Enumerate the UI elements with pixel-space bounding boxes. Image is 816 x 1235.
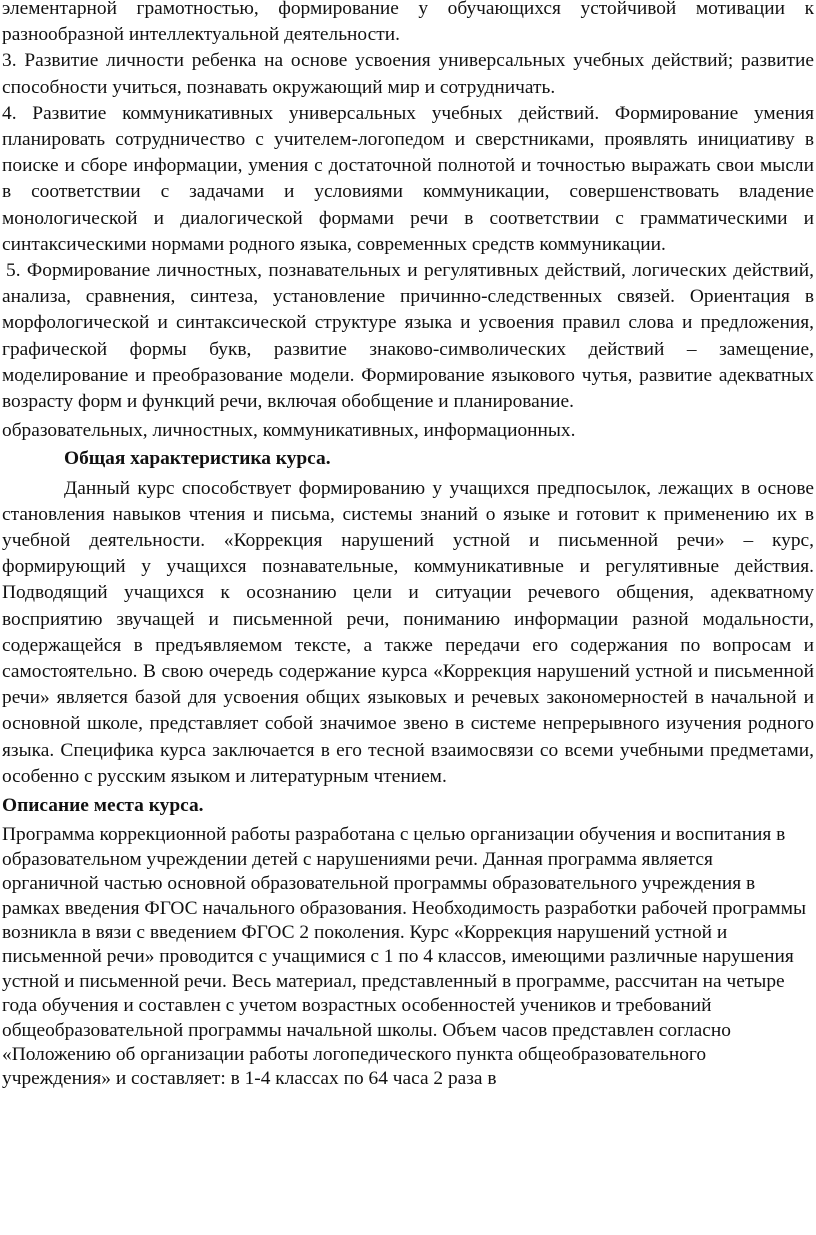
paragraph-competencies: образовательных, личностных, коммуникативных, информационных. (2, 420, 576, 442)
paragraph-course-place: Программа коррекционной работы разработана с целью организации обучения и воспитания в образовательном учреждении детей с нарушениями речи. Данная программа является органичной частью основной образовательной программы образовательного учреждения в рамках введения ФГОС начального образования. Необходимость разработки рабочей программы возникла в вязи с введением ФГОС 2 поколения. Курс «Коррекция нарушений устной и письменной речи» проводится с учащимися с 1 по 4 классов, имеющими различные нарушения устной и письменной речи. Весь материал, представленный в программе, рассчитан на четыре года обучения и составлен с учетом возрастных особенностей учеников и требований общеобразовательной программы начальной школы. Объем часов представлен согласно «Положению об организации работы логопедического пункта общеобразовательного учреждения» и составляет: в 1-4 классах по 64 часа 2 раза в (2, 824, 806, 1090)
paragraph-item-5: 5. Формирование личностных, познавательных и регулятивных действий, логических действий, анализа, сравнения, синтеза, установление причинно-следственных связей. Ориентация в морфологической и синтаксической структуре языка и усвоения правил слова и предложения, графической формы букв, развитие знаково-символических действий – замещение, моделирование и преобразование модели. Формирование языкового чутья, развитие адекватных возрасту форм и функций речи, включая обобщение и планирование. (2, 260, 814, 413)
heading-course-place: Описание места курса. (2, 795, 204, 817)
paragraph-item-intro: элементарной грамотностью, формирование у обучающихся устойчивой мотивации к разнообразной интеллектуальной деятельности. (2, 0, 814, 46)
paragraph-item-3: 3. Развитие личности ребенка на основе усвоения универсальных учебных действий; развитие способности учиться, познавать окружающий мир и сотрудничать. (2, 50, 814, 98)
paragraph-item-4: 4. Развитие коммуникативных универсальных учебных действий. Формирование умения планировать сотрудничество с учителем-логопедом и сверстниками, проявлять инициативу в поиске и сборе информации, умения с достаточной полнотой и точностью выражать свои мысли в соответствии с задачами и условиями коммуникации, совершенствовать владение монологической и диалогической формами речи в соответствии с грамматическими и синтаксическими нормами родного языка, современных средств коммуникации. (2, 102, 814, 255)
heading-general-characteristics: Общая характеристика курса. (64, 448, 331, 470)
paragraph-course-description: Данный курс способствует формированию у учащихся предпосылок, лежащих в основе становления навыков чтения и письма, системы знаний о языке и готовит к применению их в учебной деятельности. «Коррекция нарушений устной и письменной речи» – курс, формирующий у учащихся познавательные, коммуникативные и регулятивные действия. Подводящий учащихся к осознанию цели и ситуации речевого общения, адекватному восприятию звучащей и письменной речи, пониманию информации разной модальности, содержащейся в предъявляемом тексте, а также передачи его содержания по вопросам и самостоятельно. В свою очередь содержание курса «Коррекция нарушений устной и письменной речи» является базой для усвоения общих языковых и речевых закономерностей в начальной и основной школе, представляет собой значимое звено в системе непрерывного изучения родного языка. Специфика курса заключается в его тесной взаимосвязи со всеми учебными предметами, особенно с русским языком и литературным чтением. (2, 477, 814, 787)
